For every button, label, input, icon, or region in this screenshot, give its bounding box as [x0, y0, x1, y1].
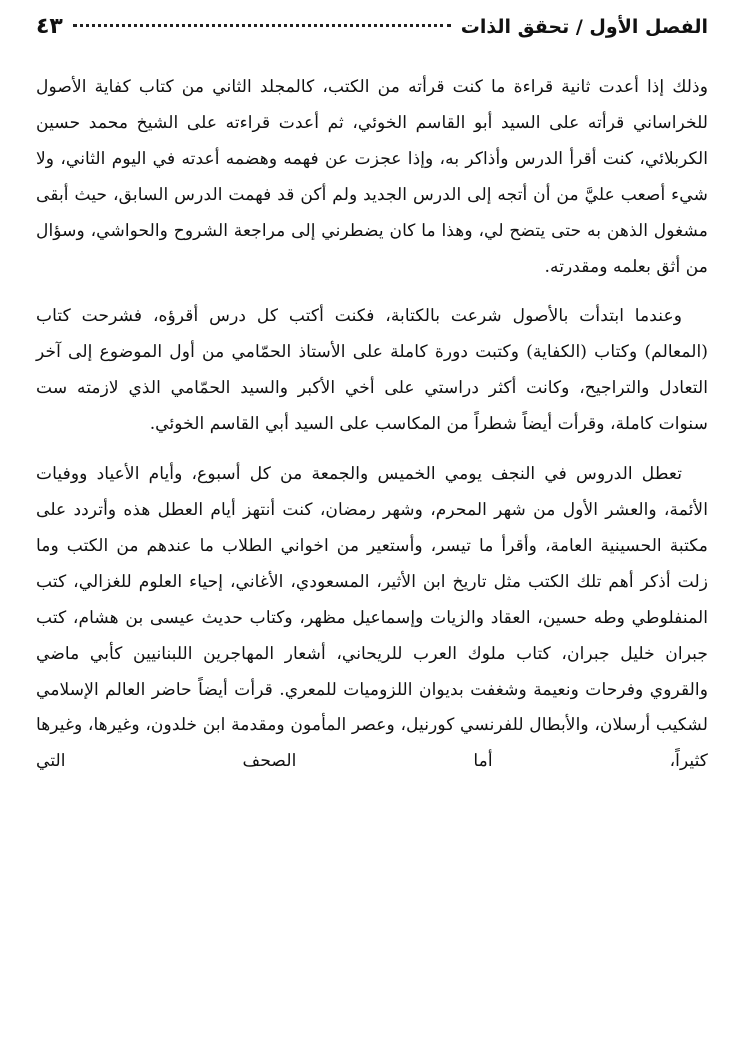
chapter-title: الفصل الأول / تحقق الذات [460, 16, 708, 38]
running-header [36, 14, 708, 54]
paragraph: وذلك إذا أعدت ثانية قراءة ما كنت قرأته من الكتب، كالمجلد الثاني من كتاب كفاية الأصول للخراساني قرأته على السيد أبو القاسم الخوئي، ثم أعدت قراءته على الشيخ محمد حسين الكربلائي، كنت أقرأ الدرس وأذاكر به، وإذا عجزت عن فهمه وهضمه أعدته في اليوم الثاني، ولا شيء أصعب عليَّ من أن أتجه إلى الدرس الجديد ولم أكن قد فهمت الدرس السابق، حيث أبقى مشغول الذهن به حتى يتضح لي، وهذا ما كان يضطرني إلى مراجعة الشروح والحواشي، وسؤال من أثق بعلمه ومقدرته. [36, 77, 708, 277]
page-number: ٤٣ [36, 14, 63, 39]
dotted-leader [73, 24, 451, 27]
book-page [36, 14, 708, 1039]
paragraph: وعندما ابتدأت بالأصول شرعت بالكتابة، فكنت أكتب كل درس أقرؤه، فشرحت كتاب (المعالم) وكتاب (الكفاية) وكتبت دورة كاملة على الأستاذ الحمّامي من أول الموضوع إلى آخر التعادل والتراجيح، وكانت أكثر دراستي على أخي الأكبر والسيد الحمّامي الذي لازمته ست سنوات كاملة، وقرأت أيضاً شطراً من المكاسب على السيد أبي القاسم الخوئي. [36, 306, 708, 435]
body-text [36, 70, 708, 780]
paragraph: تعطل الدروس في النجف يومي الخميس والجمعة من كل أسبوع، وأيام الأعياد ووفيات الأئمة، والعشر الأول من شهر المحرم، وشهر رمضان، كنت أنتهز أيام العطل هذه وأتردد على مكتبة الحسينية العامة، وأقرأ ما تيسر، وأستعير من اخواني الطلاب ما عندهم من الكتب وما زلت أذكر أهم تلك الكتب مثل تاريخ ابن الأثير، المسعودي، الأغاني، إحياء العلوم للغزالي، كتب المنفلوطي وطه حسين، العقاد والزيات وإسماعيل مظهر، وكتاب حديث عيسى بن هشام، كتب جبران خليل جبران، كتاب ملوك العرب للريحاني، أشعار المهاجرين اللبنانيين كأبي ماضي والقروي وفرحات ونعيمة وشغفت بديوان اللزوميات للمعري. قرأت أيضاً حاضر العالم الإسلامي لشكيب أرسلان، والأبطال للفرنسي كورنيل، وعصر المأمون ومقدمة ابن خلدون، وغيرها، وغيرها كثيراً، أما الصحف التي [36, 464, 708, 772]
